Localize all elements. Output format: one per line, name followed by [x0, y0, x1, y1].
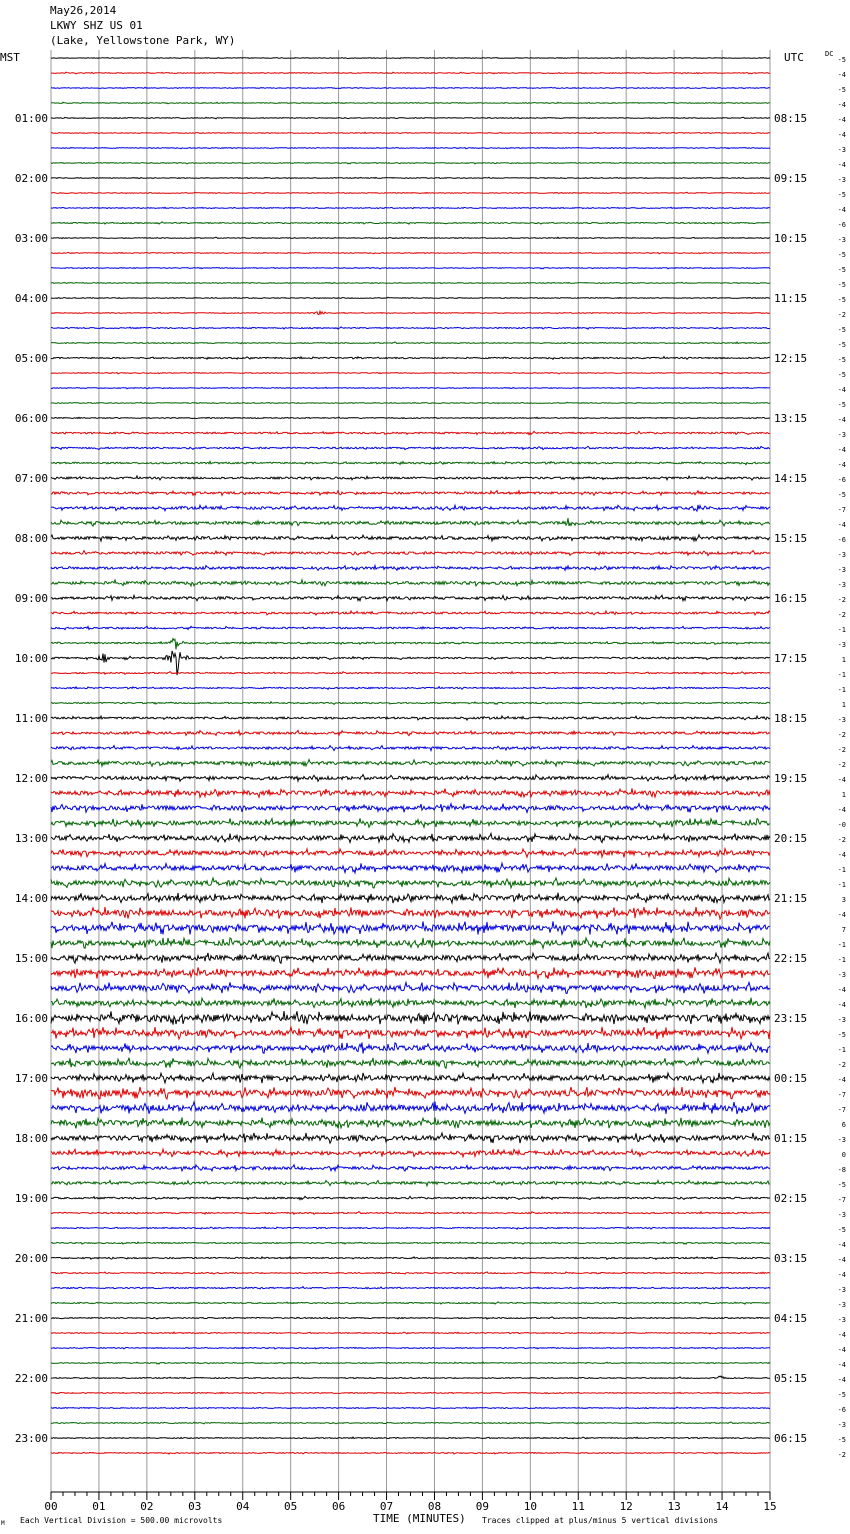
dc-offset-label: -4 — [837, 776, 846, 784]
dc-offset-label: -2 — [837, 1451, 846, 1459]
dc-offset-label: 1 — [841, 656, 846, 664]
trace-61 — [51, 967, 770, 979]
dc-offset-label: -4 — [837, 521, 846, 529]
dc-offset-label: -6 — [837, 476, 846, 484]
scale-note: Each Vertical Division = 500.00 microvolts — [20, 1516, 223, 1525]
x-tick-label: 13 — [667, 1500, 681, 1513]
dc-offset-label: -4 — [837, 446, 846, 454]
trace-8 — [51, 177, 770, 178]
trace-75 — [51, 1180, 770, 1185]
trace-22 — [51, 387, 770, 389]
left-hour-label: 08:00 — [14, 532, 48, 545]
trace-44 — [51, 716, 770, 720]
left-hour-label: 16:00 — [14, 1012, 48, 1025]
trace-58 — [51, 921, 770, 934]
right-hour-label: 17:15 — [774, 652, 808, 665]
trace-70 — [51, 1102, 770, 1115]
dc-offset-label: -3 — [837, 641, 846, 649]
trace-77 — [51, 1212, 770, 1215]
left-hour-label: 09:00 — [14, 592, 48, 605]
trace-17 — [51, 311, 770, 314]
trace-89 — [51, 1392, 770, 1394]
trace-45 — [51, 730, 770, 735]
dc-label: DC — [825, 50, 834, 58]
right-timezone-label: UTC — [784, 51, 804, 64]
dc-offset-label: -4 — [837, 1331, 846, 1339]
dc-offset-label: -4 — [837, 1256, 846, 1264]
location-label: (Lake, Yellowstone Park, WY) — [50, 34, 236, 47]
trace-16 — [51, 297, 770, 298]
trace-62 — [51, 982, 770, 993]
trace-74 — [51, 1165, 770, 1171]
trace-25 — [51, 431, 770, 434]
dc-offset-label: -1 — [837, 1046, 846, 1054]
trace-41 — [51, 672, 770, 675]
dc-offset-label: -3 — [837, 566, 846, 574]
trace-84 — [51, 1317, 770, 1319]
dc-offset-label: -4 — [837, 986, 846, 994]
dc-offset-label: -4 — [837, 806, 846, 814]
dc-offset-label: -4 — [837, 1241, 846, 1249]
right-hour-label: 08:15 — [774, 112, 808, 125]
dc-offset-label: -5 — [837, 191, 846, 199]
traces — [51, 58, 770, 1455]
dc-offset-label: -3 — [837, 1211, 846, 1219]
trace-54 — [51, 863, 770, 873]
dc-offset-label: -7 — [837, 506, 846, 514]
trace-1 — [51, 72, 770, 74]
dc-offset-label: -4 — [837, 1346, 846, 1354]
dc-offset-label: 3 — [841, 896, 846, 904]
right-hour-label: 23:15 — [774, 1012, 808, 1025]
left-hour-label: 07:00 — [14, 472, 48, 485]
left-hour-label: 11:00 — [14, 712, 48, 725]
left-hour-label: 05:00 — [14, 352, 48, 365]
right-hour-label: 05:15 — [774, 1372, 808, 1385]
dc-offset-label: -5 — [837, 1391, 846, 1399]
dc-offset-label: -5 — [837, 251, 846, 259]
right-hour-label: 03:15 — [774, 1252, 808, 1265]
trace-9 — [51, 192, 770, 193]
dc-offset-label: -4 — [837, 386, 846, 394]
dc-offset-label: -4 — [837, 851, 846, 859]
dc-offset-label: -4 — [837, 161, 846, 169]
right-hour-label: 10:15 — [774, 232, 808, 245]
dc-offset-label: -2 — [837, 836, 846, 844]
left-hour-label: 01:00 — [14, 112, 48, 125]
x-tick-label: 14 — [715, 1500, 729, 1513]
dc-offset-label: -6 — [837, 221, 846, 229]
trace-10 — [51, 207, 770, 209]
trace-88 — [51, 1376, 770, 1379]
trace-34 — [51, 566, 770, 571]
right-hour-label: 12:15 — [774, 352, 808, 365]
dc-offset-label: -1 — [837, 686, 846, 694]
trace-93 — [51, 1452, 770, 1454]
dc-offset-label: -4 — [837, 101, 846, 109]
x-tick-label: 03 — [188, 1500, 202, 1513]
right-hour-label: 18:15 — [774, 712, 808, 725]
trace-49 — [51, 788, 770, 797]
trace-30 — [51, 505, 770, 511]
trace-23 — [51, 402, 770, 403]
dc-offset-label: -3 — [837, 431, 846, 439]
trace-76 — [51, 1196, 770, 1199]
dc-offset-label: -5 — [837, 1436, 846, 1444]
dc-offset-label: -8 — [837, 1166, 846, 1174]
trace-12 — [51, 237, 770, 238]
dc-offset-label: -2 — [837, 761, 846, 769]
x-axis-title: TIME (MINUTES) — [373, 1512, 466, 1525]
right-hour-label: 21:15 — [774, 892, 808, 905]
trace-37 — [51, 611, 770, 615]
dc-offset-label: -7 — [837, 1091, 846, 1099]
trace-39 — [51, 639, 770, 650]
right-hour-label: 04:15 — [774, 1312, 808, 1325]
right-hour-label: 20:15 — [774, 832, 808, 845]
trace-4 — [51, 117, 770, 119]
right-hour-label: 09:15 — [774, 172, 808, 185]
dc-offset-label: -2 — [837, 596, 846, 604]
dc-offset-label: -7 — [837, 1106, 846, 1114]
station-label: LKWY SHZ US 01 — [50, 19, 143, 32]
trace-79 — [51, 1242, 770, 1244]
dc-offset-label: -2 — [837, 731, 846, 739]
trace-33 — [51, 551, 770, 556]
trace-87 — [51, 1362, 770, 1364]
dc-offset-label: -4 — [837, 1376, 846, 1384]
dc-offset-label: -1 — [837, 626, 846, 634]
x-tick-label: 06 — [331, 1500, 346, 1513]
grid-lines — [51, 50, 770, 1492]
right-hour-label: 15:15 — [774, 532, 808, 545]
dc-offset-label: -5 — [837, 296, 846, 304]
trace-59 — [51, 938, 770, 949]
dc-offset-label: -3 — [837, 1016, 846, 1024]
right-hour-label: 14:15 — [774, 472, 808, 485]
x-tick-label: 05 — [284, 1500, 298, 1513]
dc-offset-label: 6 — [841, 1121, 846, 1129]
x-tick-label: 07 — [379, 1500, 394, 1513]
x-tick-label: 08 — [427, 1500, 442, 1513]
trace-13 — [51, 252, 770, 254]
dc-offset-label: -5 — [837, 86, 846, 94]
trace-72 — [51, 1133, 770, 1143]
dc-offset-label: -3 — [837, 551, 846, 559]
left-hour-label: 20:00 — [14, 1252, 48, 1265]
dc-offset-label: -2 — [837, 611, 846, 619]
dc-offset-label: -5 — [837, 371, 846, 379]
trace-67 — [51, 1058, 770, 1069]
trace-31 — [51, 518, 770, 526]
left-hour-label: 18:00 — [14, 1132, 48, 1145]
dc-offset-label: -0 — [837, 821, 846, 829]
left-hour-label: 21:00 — [14, 1312, 48, 1325]
trace-85 — [51, 1332, 770, 1334]
dc-offset-label: 1 — [841, 791, 846, 799]
trace-86 — [51, 1347, 770, 1349]
trace-6 — [51, 147, 770, 148]
dc-offset-label: -5 — [837, 281, 846, 289]
trace-29 — [51, 491, 770, 496]
x-tick-label: 12 — [619, 1500, 633, 1513]
dc-offset-label: -3 — [837, 716, 846, 724]
clip-note: Traces clipped at plus/minus 5 vertical divisions — [482, 1516, 719, 1525]
right-hour-label: 01:15 — [774, 1132, 808, 1145]
dc-offset-label: -4 — [837, 1001, 846, 1009]
right-hour-label: 00:15 — [774, 1072, 808, 1085]
dc-offset-label: 0 — [841, 1151, 846, 1159]
trace-66 — [51, 1043, 770, 1054]
trace-21 — [51, 372, 770, 374]
dc-offset-label: -3 — [837, 1286, 846, 1294]
left-hour-label: 17:00 — [14, 1072, 48, 1085]
trace-24 — [51, 417, 770, 419]
dc-offset-label: -4 — [837, 911, 846, 919]
trace-83 — [51, 1302, 770, 1304]
dc-offset-label: -1 — [837, 866, 846, 874]
trace-91 — [51, 1422, 770, 1424]
trace-14 — [51, 267, 770, 269]
dc-offset-label: -6 — [837, 1406, 846, 1414]
x-tick-label: 09 — [475, 1500, 490, 1513]
dc-offset-label: -4 — [837, 1271, 846, 1279]
dc-offset-label: -3 — [837, 1136, 846, 1144]
dc-offset-label: -2 — [837, 1061, 846, 1069]
dc-offset-label: -4 — [837, 131, 846, 139]
right-hour-label: 13:15 — [774, 412, 808, 425]
trace-60 — [51, 953, 770, 963]
dc-offset-label: -4 — [837, 1361, 846, 1369]
right-hour-label: 19:15 — [774, 772, 808, 785]
dc-offset-label: -6 — [837, 536, 846, 544]
left-hour-label: 06:00 — [14, 412, 48, 425]
trace-69 — [51, 1087, 770, 1099]
left-hour-label: 02:00 — [14, 172, 48, 185]
trace-43 — [51, 702, 770, 705]
trace-48 — [51, 775, 770, 782]
trace-50 — [51, 804, 770, 813]
trace-19 — [51, 342, 770, 344]
trace-2 — [51, 87, 770, 88]
dc-offset-label: -3 — [837, 1421, 846, 1429]
trace-36 — [51, 595, 770, 601]
dc-offset-label: 1 — [841, 701, 846, 709]
left-hour-label: 04:00 — [14, 292, 48, 305]
trace-15 — [51, 282, 770, 283]
trace-81 — [51, 1272, 770, 1274]
dc-offset-label: -5 — [837, 356, 846, 364]
trace-11 — [51, 222, 770, 224]
dc-offset-label: -4 — [837, 71, 846, 79]
trace-53 — [51, 849, 770, 858]
trace-73 — [51, 1149, 770, 1157]
dc-offset-label: -4 — [837, 206, 846, 214]
dc-offset-label: -4 — [837, 416, 846, 424]
trace-38 — [51, 626, 770, 629]
trace-18 — [51, 327, 770, 329]
x-tick-label: 01 — [92, 1500, 106, 1513]
dc-offset-label: -5 — [837, 401, 846, 409]
trace-32 — [51, 535, 770, 541]
trace-26 — [51, 446, 770, 449]
dc-offset-label: -5 — [837, 266, 846, 274]
trace-71 — [51, 1117, 770, 1128]
dc-offset-label: -1 — [837, 881, 846, 889]
axis-labels — [15, 56, 846, 1513]
x-tick-label: 02 — [140, 1500, 154, 1513]
dc-offset-label: -1 — [837, 956, 846, 964]
dc-offset-label: -1 — [837, 671, 846, 679]
x-tick-label: 10 — [523, 1500, 537, 1513]
trace-47 — [51, 760, 770, 767]
dc-offset-label: -2 — [837, 311, 846, 319]
dc-offset-label: -4 — [837, 461, 846, 469]
left-hour-label: 14:00 — [14, 892, 48, 905]
trace-57 — [51, 907, 770, 919]
trace-28 — [51, 476, 770, 480]
dc-offset-label: -7 — [837, 1196, 846, 1204]
right-hour-label: 06:15 — [774, 1432, 808, 1445]
trace-63 — [51, 998, 770, 1008]
trace-35 — [51, 580, 770, 586]
trace-92 — [51, 1437, 770, 1439]
left-hour-label: 22:00 — [14, 1372, 48, 1385]
dc-offset-label: -5 — [837, 341, 846, 349]
dc-offset-label: -2 — [837, 746, 846, 754]
left-timezone-label: MST — [0, 51, 20, 64]
trace-0 — [51, 58, 770, 59]
dc-offset-label: -5 — [837, 1031, 846, 1039]
dc-offset-label: -3 — [837, 581, 846, 589]
dc-offset-label: -3 — [837, 176, 846, 184]
right-hour-label: 02:15 — [774, 1192, 808, 1205]
trace-42 — [51, 687, 770, 690]
trace-64 — [51, 1011, 770, 1025]
left-hour-label: 19:00 — [14, 1192, 48, 1205]
left-hour-label: 12:00 — [14, 772, 48, 785]
trace-55 — [51, 878, 770, 888]
trace-52 — [51, 833, 770, 842]
dc-offset-label: -1 — [837, 941, 846, 949]
corner-mark: M — [1, 1520, 5, 1527]
trace-65 — [51, 1027, 770, 1039]
dc-offset-label: 7 — [841, 926, 846, 934]
left-hour-label: 03:00 — [14, 232, 48, 245]
trace-51 — [51, 818, 770, 827]
trace-78 — [51, 1227, 770, 1229]
trace-68 — [51, 1073, 770, 1083]
x-tick-label: 04 — [236, 1500, 250, 1513]
trace-82 — [51, 1287, 770, 1289]
dc-offset-label: -3 — [837, 1316, 846, 1324]
dc-offset-label: -5 — [837, 491, 846, 499]
x-tick-label: 00 — [44, 1500, 58, 1513]
trace-40 — [51, 651, 770, 675]
dc-offset-label: -4 — [837, 1076, 846, 1084]
right-hour-label: 11:15 — [774, 292, 808, 305]
trace-7 — [51, 162, 770, 164]
trace-3 — [51, 102, 770, 104]
dc-offset-label: -5 — [837, 1226, 846, 1234]
dc-offset-label: -5 — [837, 326, 846, 334]
right-hour-label: 16:15 — [774, 592, 808, 605]
left-hour-label: 23:00 — [14, 1432, 48, 1445]
dc-offset-label: -3 — [837, 971, 846, 979]
dc-offset-label: -3 — [837, 146, 846, 154]
date-label: May26,2014 — [50, 4, 117, 17]
dc-offset-label: -3 — [837, 1301, 846, 1309]
dc-offset-label: -5 — [837, 1181, 846, 1189]
right-hour-label: 22:15 — [774, 952, 808, 965]
dc-offset-label: -4 — [837, 116, 846, 124]
dc-offset-label: -3 — [837, 236, 846, 244]
trace-27 — [51, 461, 770, 464]
left-hour-label: 13:00 — [14, 832, 48, 845]
dc-offset-label: -5 — [837, 56, 846, 64]
trace-5 — [51, 132, 770, 133]
left-hour-label: 15:00 — [14, 952, 48, 965]
left-hour-label: 10:00 — [14, 652, 48, 665]
x-tick-label: 15 — [763, 1500, 777, 1513]
trace-56 — [51, 893, 770, 903]
trace-90 — [51, 1407, 770, 1409]
trace-46 — [51, 746, 770, 751]
x-tick-label: 11 — [571, 1500, 585, 1513]
trace-20 — [51, 357, 770, 360]
trace-80 — [51, 1257, 770, 1260]
